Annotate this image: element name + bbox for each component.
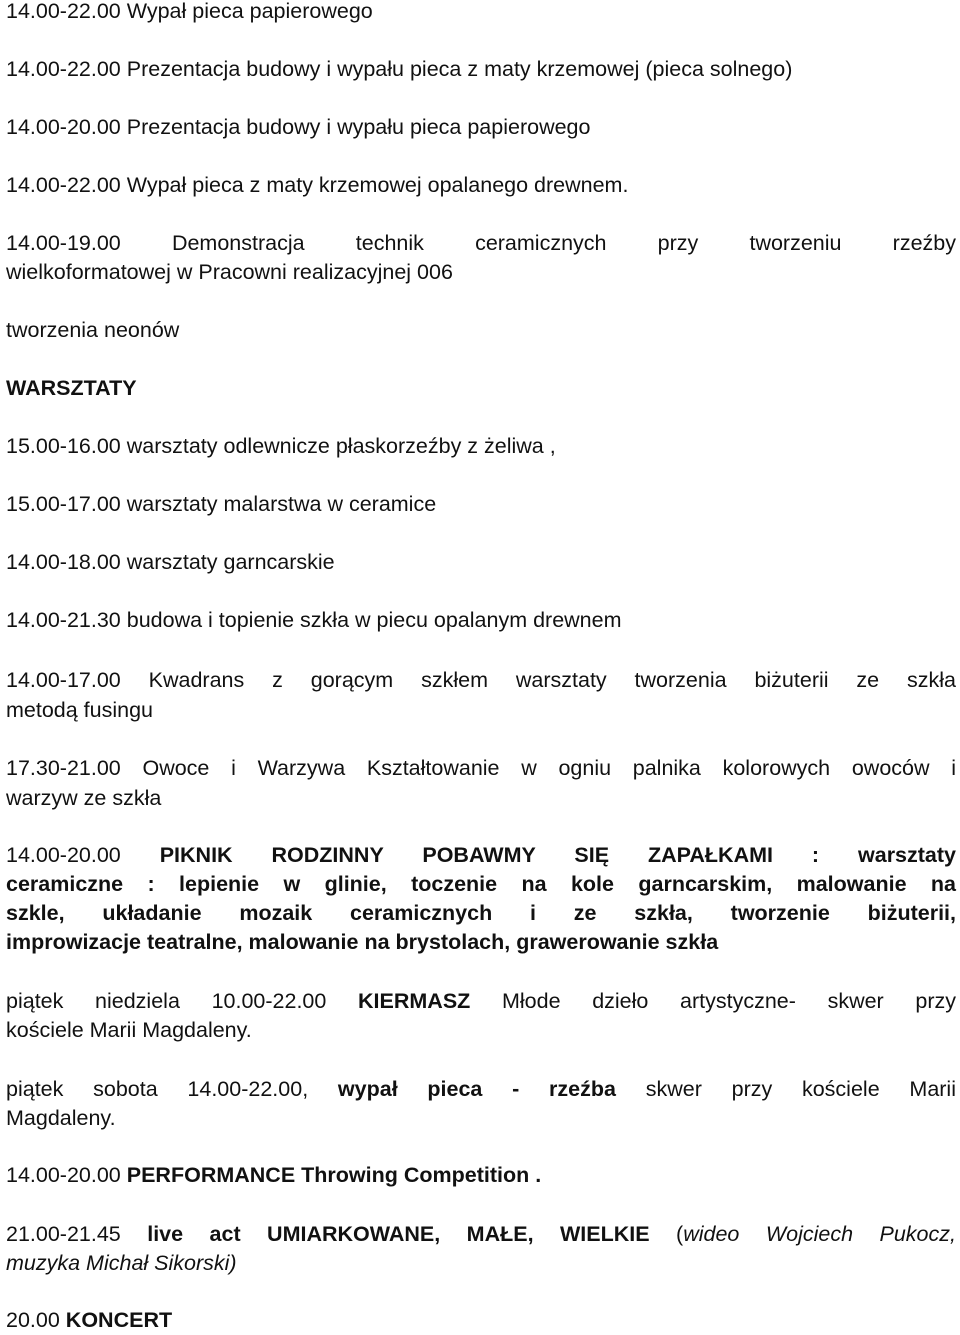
- performance-line: [6, 1161, 541, 1190]
- kiln-place: skwer przy kościele Marii: [645, 1077, 956, 1101]
- workshop-line-1: 15.00-16.00 warsztaty odlewnicze płaskorzeźby z żeliwa ,: [6, 434, 556, 458]
- performance-title: PERFORMANCE Throwing Competition .: [126, 1163, 542, 1187]
- kiln-title: wypał pieca - rzeźba: [337, 1077, 646, 1101]
- fair-line-2: kościele Marii Magdaleny.: [6, 1018, 252, 1042]
- section-heading-warsztaty: WARSZTATY: [6, 376, 137, 400]
- fair-dates: piątek niedziela 10.00-22.00: [6, 989, 327, 1013]
- workshop-line-6a: 17.30-21.00 Owoce i Warzywa Kształtowanie w ogniu palnika kolorowych owoców i: [6, 756, 956, 780]
- picnic-title: PIKNIK RODZINNY POBAWMY SIĘ ZAPAŁKAMI : warsztaty: [159, 843, 957, 867]
- program-line-1: 14.00-22.00 Wypał pieca papierowego: [6, 0, 373, 23]
- kiln-line-2: Magdaleny.: [6, 1106, 116, 1130]
- program-line-5b: wielkoformatowej w Pracowni realizacyjnej 006: [6, 260, 453, 284]
- live-act-credits-2: muzyka Michał Sikorski): [6, 1251, 237, 1275]
- program-line-2: 14.00-22.00 Prezentacja budowy i wypału pieca z maty krzemowej (pieca solnego): [6, 57, 793, 81]
- program-line-6: tworzenia neonów: [6, 318, 180, 342]
- program-line-3: 14.00-20.00 Prezentacja budowy i wypału pieca papierowego: [6, 115, 591, 139]
- live-act-line-2: [6, 1249, 237, 1278]
- workshop-line-2: 15.00-17.00 warsztaty malarstwa w ceramice: [6, 492, 437, 516]
- concert-line: [6, 1306, 172, 1335]
- picnic-line-4: improwizacje teatralne, malowanie na brystolach, grawerowanie szkła: [6, 930, 719, 954]
- workshop-line-4: 14.00-21.30 budowa i topienie szkła w piecu opalanym drewnem: [6, 608, 622, 632]
- live-act-credits-1: wideo Wojciech Pukocz,: [683, 1222, 956, 1246]
- workshop-line-5b: metodą fusingu: [6, 698, 154, 722]
- workshop-line-6b: warzyw ze szkła: [6, 786, 162, 810]
- program-line-5a: 14.00-19.00 Demonstracja technik ceramicznych przy tworzeniu rzeźby: [6, 231, 956, 255]
- fair-title: KIERMASZ: [358, 989, 471, 1013]
- workshop-line-5a: 14.00-17.00 Kwadrans z gorącym szkłem warsztaty tworzenia biżuterii ze szkła: [6, 668, 956, 692]
- live-act-line-1: [6, 1220, 956, 1249]
- workshop-line-3: 14.00-18.00 warsztaty garncarskie: [6, 550, 335, 574]
- performance-time: 14.00-20.00: [6, 1163, 121, 1187]
- picnic-line-1: [6, 841, 956, 870]
- picnic-line-2: ceramiczne : lepienie w glinie, toczenie na kole garncarskim, malowanie na: [6, 872, 956, 896]
- fair-description: Młode dzieło artystyczne- skwer przy: [501, 989, 957, 1013]
- concert-time: 20.00: [6, 1308, 60, 1332]
- picnic-line-3: szkle, układanie mozaik ceramicznych i ze szkła, tworzenie biżuterii,: [6, 901, 956, 925]
- kiln-dates: piątek sobota 14.00-22.00,: [6, 1077, 309, 1101]
- live-act-paren: (: [676, 1222, 684, 1246]
- kiln-line-1: [6, 1075, 956, 1104]
- live-act-time: 21.00-21.45: [6, 1222, 121, 1246]
- concert-title: KONCERT: [65, 1308, 173, 1332]
- picnic-time: 14.00-20.00: [6, 843, 121, 867]
- program-line-4: 14.00-22.00 Wypał pieca z maty krzemowej opalanego drewnem.: [6, 173, 629, 197]
- fair-line-1: [6, 987, 956, 1016]
- live-act-title: live act UMIARKOWANE, MAŁE, WIELKIE: [147, 1222, 650, 1246]
